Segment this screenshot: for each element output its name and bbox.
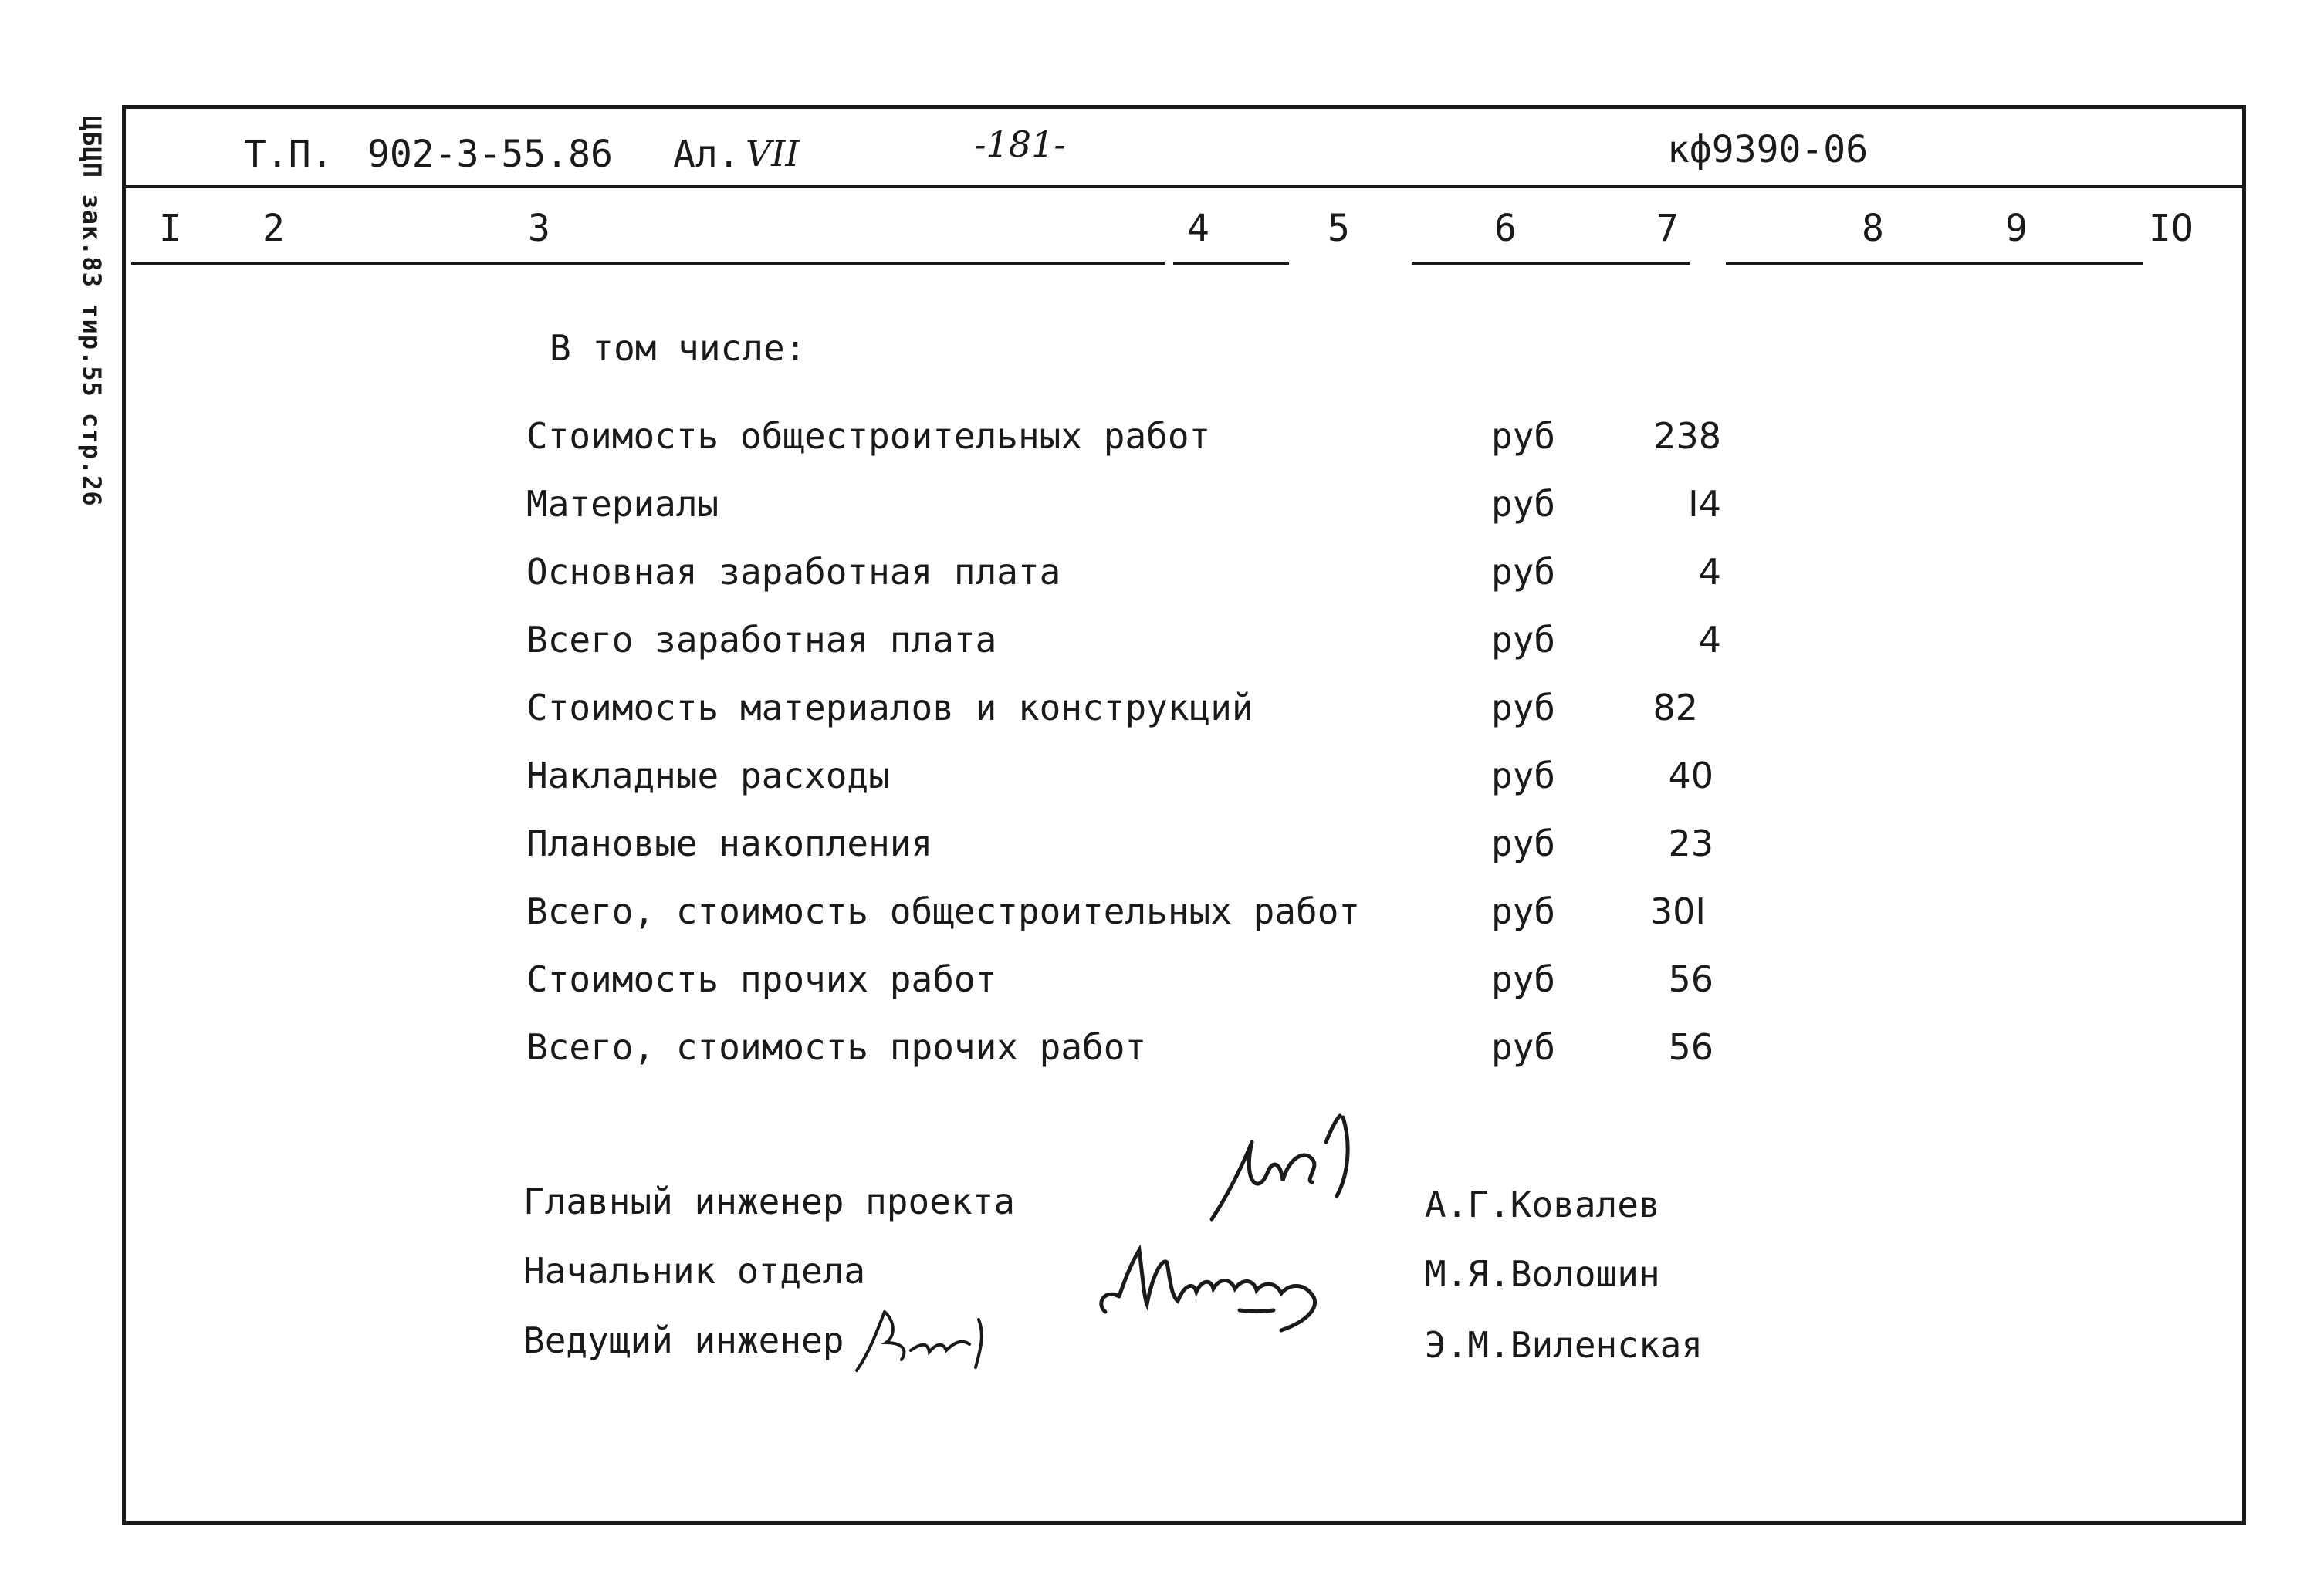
cost-value: 82 [1653,687,1698,728]
column-underline [1726,262,2143,265]
cost-row [0,619,2324,665]
column-number: 2 [262,207,285,250]
cost-label: Всего, стоимость прочих работ [526,1026,1147,1068]
cost-value: I4 [1688,483,1721,525]
column-number: I [159,207,181,250]
cost-value: 23 [1668,823,1713,864]
column-number: 3 [528,207,550,250]
tp-number: 902-3-55.86 [367,133,613,176]
cost-row [0,687,2324,733]
cost-label: Всего, стоимость общестроительных работ [526,890,1361,932]
signature-role: Ведущий инженер [523,1320,844,1361]
column-number: IO [2149,207,2194,250]
album-label: Ал. [673,133,740,176]
album-number: VII [746,133,800,174]
cost-value: 30I [1649,890,1706,932]
cost-label: Стоимость прочих работ [526,958,997,1000]
section-subheading: В том числе: [550,327,807,369]
cost-value: 4 [1698,619,1721,661]
cost-unit: руб [1491,1026,1556,1068]
cost-label: Накладные расходы [526,755,890,796]
cost-row [0,755,2324,801]
page-number: -181- [974,123,1066,165]
cost-unit: руб [1491,483,1556,525]
column-underline [1412,262,1690,265]
stamp-text: ЦБЦП зак.83 тир.55 стр.26 [77,116,107,507]
cost-unit: руб [1491,687,1556,728]
cost-row [0,890,2324,937]
cost-value: 238 [1653,415,1721,457]
column-number: 7 [1656,207,1679,250]
column-number: 8 [1862,207,1884,250]
cost-row [0,415,2324,461]
header-divider [122,185,2246,188]
cost-unit: руб [1491,551,1556,593]
cost-label: Стоимость материалов и конструкций [526,687,1253,728]
column-underline [131,262,1165,265]
column-number: 6 [1494,207,1517,250]
cost-unit: руб [1491,890,1556,932]
signature-name: Э.М.Виленская [1425,1324,1703,1366]
cost-value: 4 [1698,551,1721,593]
column-number: 9 [2005,207,2028,250]
cost-label: Основная заработная плата [526,551,1061,593]
cost-unit: руб [1491,958,1556,1000]
handwritten-signature [847,1296,1002,1381]
handwritten-signature [1196,1111,1382,1227]
cost-value: 56 [1668,1026,1713,1068]
cost-unit: руб [1491,619,1556,661]
cost-row [0,551,2324,597]
cost-row [0,483,2324,529]
column-number: 5 [1328,207,1350,250]
signature-name: М.Я.Волошин [1425,1253,1660,1295]
cost-value: 56 [1668,958,1713,1000]
column-underline [1173,262,1289,265]
cost-unit: руб [1491,755,1556,796]
cost-unit: руб [1491,415,1556,457]
cost-value: 40 [1668,755,1713,796]
document-code: кф9390-06 [1667,128,1869,171]
signature-role: Начальник отдела [523,1250,866,1292]
cost-label: Материалы [526,483,719,525]
cost-row [0,1026,2324,1073]
cost-row [0,823,2324,869]
tp-label: Т.П. [244,133,333,176]
cost-label: Всего заработная плата [526,619,997,661]
cost-label: Стоимость общестроительных работ [526,415,1211,457]
signature-role: Главный инженер проекта [523,1181,1015,1222]
column-number: 4 [1187,207,1209,250]
cost-unit: руб [1491,823,1556,864]
handwritten-signature [1088,1227,1382,1343]
cost-label: Плановые накопления [526,823,933,864]
signature-name: А.Г.Ковалев [1425,1184,1660,1225]
cost-row [0,958,2324,1005]
